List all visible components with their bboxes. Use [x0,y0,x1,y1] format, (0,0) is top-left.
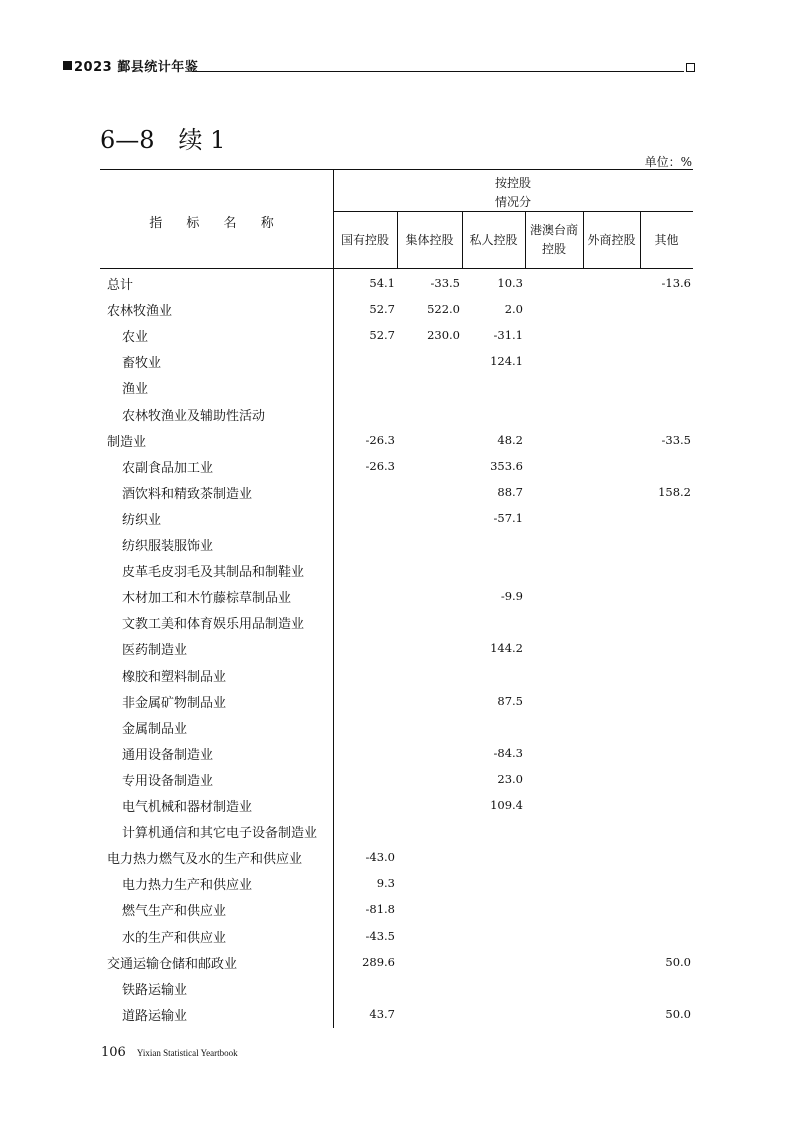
table-row [100,819,693,845]
row-label: 交通运输仓储和邮政业 [107,956,238,972]
table-row [100,532,693,558]
table-top-rule [100,169,693,170]
table-cell: 10.3 [497,276,523,290]
table-cell: -33.5 [661,432,691,447]
table-row [100,689,693,715]
column-header-collective: 集体控股 [405,232,454,247]
table-cell: 144.2 [490,641,523,656]
table-cell: 50.0 [665,1006,691,1021]
row-label: 非金属矿物制品业 [122,695,227,711]
table-row [100,715,693,741]
table-row [100,506,693,532]
table-row [100,767,693,793]
header-rule [192,71,684,72]
row-label: 制造业 [107,434,147,450]
table-row [100,271,693,297]
row-label: 电力热力生产和供应业 [122,878,253,894]
group-header-line: 情况分 [494,195,531,209]
table-row [100,558,693,584]
table-cell: 124.1 [490,354,523,369]
table-cell: 87.5 [497,693,523,708]
row-label: 计算机通信和其它电子设备制造业 [122,826,318,842]
row-label: 燃气生产和供应业 [122,904,227,920]
row-label: 橡胶和塑料制品业 [122,669,227,685]
table-row [100,375,693,401]
column-header-private: 私人控股 [469,232,518,247]
table-row [100,297,693,323]
page-number: 106 [101,1045,126,1060]
table-row [100,741,693,767]
table-cell: 109.4 [490,798,523,812]
row-label: 农副食品加工业 [122,460,214,476]
table-cell: -26.3 [365,432,395,447]
table-cell: -81.8 [365,902,395,917]
table-cell: 52.7 [369,328,395,343]
table-row [100,663,693,689]
table-row [100,1002,693,1028]
table-row [100,428,693,454]
row-label: 酒饮料和精致茶制造业 [122,486,253,502]
row-label: 专用设备制造业 [122,773,214,789]
row-label: 文教工美和体育娱乐用品制造业 [122,617,305,633]
table-cell: 54.1 [369,276,395,290]
table-cell: 158.2 [658,484,691,499]
table-row [100,871,693,897]
table-row [100,976,693,1002]
row-label: 金属制品业 [122,721,188,737]
table-cell: 2.0 [504,302,523,317]
table-row [100,924,693,950]
row-label: 水的生产和供应业 [122,930,227,946]
table-cell: -31.1 [493,328,523,343]
table-unit: 单位：% [644,155,692,169]
column-header-other: 其他 [654,232,679,247]
table-cell: 52.7 [369,302,395,317]
table-cell: 23.0 [497,771,523,786]
row-label: 总计 [107,278,134,293]
table-cell: -33.5 [430,276,460,290]
row-label: 农林牧渔业 [107,304,173,320]
table-cell: 50.0 [665,954,691,969]
table-row [100,584,693,610]
table-cell: -84.3 [493,745,523,760]
table-row [100,454,693,480]
table-row [100,402,693,428]
column-header-state-owned: 国有控股 [340,232,389,247]
table-cell: -26.3 [365,458,395,473]
table-cell: -13.6 [661,276,691,290]
row-label: 道路运输业 [122,1008,188,1024]
page-footer [101,1041,238,1060]
row-label: 木材加工和木竹藤棕草制品业 [122,591,292,607]
yearbook-name: Yixian Statistical Yeartbook [136,1048,238,1058]
row-label: 畜牧业 [122,356,162,372]
table-row [100,845,693,871]
column-header-foreign: 外商控股 [587,232,636,247]
running-header-title: 2023 鄞县统计年鉴 [74,60,199,75]
row-label: 电力热力燃气及水的生产和供应业 [107,852,303,868]
row-label: 皮革毛皮羽毛及其制品和制鞋业 [122,565,305,581]
table-row [100,480,693,506]
table-cell: 88.7 [497,484,523,499]
row-label: 农业 [122,330,149,346]
table-cell: -57.1 [493,510,523,525]
row-label: 农林牧渔业及辅助性活动 [122,408,266,424]
table-cell: 48.2 [497,432,523,447]
table-row [100,610,693,636]
table-cell: 289.6 [362,954,395,969]
table-cell: 353.6 [490,458,523,473]
table-row [100,793,693,819]
table-row [100,636,693,662]
table-cell: 9.3 [376,876,395,891]
row-label: 铁路运输业 [122,982,188,998]
row-label: 纺织业 [122,512,162,528]
row-label: 纺织服装服饰业 [122,539,214,554]
group-header-line: 按控股 [494,176,531,190]
table-cell: -43.0 [365,850,395,865]
table-cell: -43.5 [365,928,395,943]
table-row [100,950,693,976]
table-title: 6—8 续 1 [100,126,226,154]
table-row [100,897,693,923]
row-label: 电气机械和器材制造业 [122,800,253,815]
header-square-icon [63,61,72,70]
group-column-header [333,174,693,212]
table-row [100,349,693,375]
header-bottom-rule [100,268,693,269]
row-label: 渔业 [122,382,149,398]
table-cell: 230.0 [427,328,460,343]
header-box-icon [686,63,695,72]
table-cell: 522.0 [427,302,460,317]
table-cell: 43.7 [369,1006,395,1021]
indicator-column-header: 指 标 名 称 [149,216,284,231]
row-label: 医药制造业 [122,643,188,659]
table-row [100,323,693,349]
row-label: 通用设备制造业 [122,747,214,763]
column-header-hk-macao-taiwan: 港澳台商 控股 [529,223,578,256]
table-cell: -9.9 [500,589,523,604]
